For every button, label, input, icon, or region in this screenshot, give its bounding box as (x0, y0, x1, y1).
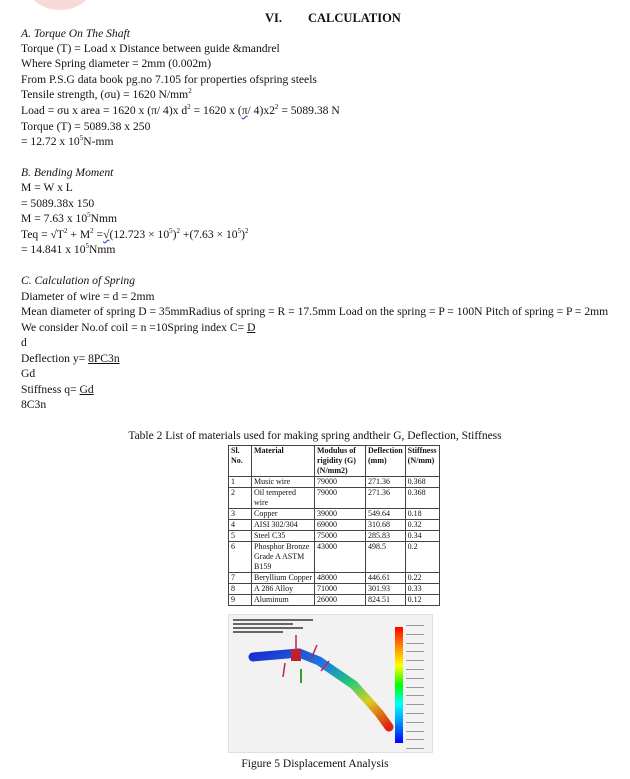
cell-material: Aluminum (252, 595, 315, 606)
cell-deflection: 824.51 (366, 595, 406, 606)
cell-deflection: 271.36 (366, 488, 406, 509)
spring-heading: C. Calculation of Spring (21, 274, 136, 287)
table-row (229, 573, 440, 584)
torque-line-5: Load = σu x area = 1620 x (π/ 4)x $d^2 = 1620$ x (π/ $4)x2^2 = 5089.38$ N (21, 103, 340, 117)
bending-line-3: M = 7.63 x $10^5Nmm$ (21, 211, 118, 225)
cell-deflection: 310.68 (366, 520, 406, 531)
cell-slno: 7 (229, 573, 252, 584)
cell-modulus: 75000 (315, 531, 366, 542)
force-arrow-4 (283, 663, 285, 677)
legend-ticks (406, 625, 428, 745)
torque-heading: A. Torque On The Shaft (21, 27, 130, 40)
col-header-slno: Sl. No. (229, 446, 252, 477)
cell-deflection: 285.83 (366, 531, 406, 542)
cell-modulus: 79000 (315, 488, 366, 509)
cell-modulus: 79000 (315, 477, 366, 488)
torque-line-2: Where Spring diameter = 2mm (0.002m) (21, 57, 212, 70)
section-number: VI. (265, 11, 283, 25)
cell-stiffness: 0.368 (405, 488, 439, 509)
cell-material: AISI 302/304 (252, 520, 315, 531)
cell-stiffness: 0.12 (405, 595, 439, 606)
color-legend (395, 627, 403, 743)
load-block (291, 649, 301, 661)
table-row (229, 509, 440, 520)
cell-modulus: 48000 (315, 573, 366, 584)
cell-slno: 1 (229, 477, 252, 488)
bending-line-2: = 5089.38x 150 (21, 197, 95, 210)
table-row (229, 477, 440, 488)
cell-material: Phosphor Bronze Grade A ASTM B159 (252, 542, 315, 573)
table-row (229, 488, 440, 509)
torque-line-6: Torque (T) = 5089.38 x 250 (21, 120, 151, 133)
cell-stiffness: 0.33 (405, 584, 439, 595)
spring-line-2: Mean diameter of spring D = 35mmRadius of spring = R = 17.5mm Load on the spring = P = 100N Pitch of spring = P = 2mm (21, 305, 609, 318)
cell-modulus: 71000 (315, 584, 366, 595)
cell-material: Music wire (252, 477, 315, 488)
cell-stiffness: 0.34 (405, 531, 439, 542)
shaft-shape (253, 653, 389, 727)
cell-stiffness: 0.32 (405, 520, 439, 531)
cell-slno: 2 (229, 488, 252, 509)
cell-material: Copper (252, 509, 315, 520)
cell-modulus: 39000 (315, 509, 366, 520)
cell-slno: 3 (229, 509, 252, 520)
table-header-row (229, 446, 440, 477)
cell-modulus: 43000 (315, 542, 366, 573)
displacement-figure (228, 614, 433, 753)
cell-material: Oil tempered wire (252, 488, 315, 509)
bending-line-4: Teq = $√T^2 + M^2 =√(12.723 \times 10^5)^2 +(7.63 \times 10^5)^2$ (21, 227, 249, 241)
cell-slno: 4 (229, 520, 252, 531)
spring-line-3: We consider No.of coil = n =10Spring index C= D (21, 321, 256, 334)
cell-material: Beryllium Copper (252, 573, 315, 584)
table-row (229, 595, 440, 606)
bending-heading: B. Bending Moment (21, 166, 114, 179)
cell-slno: 8 (229, 584, 252, 595)
table-caption: Table 2 List of materials used for making spring andtheir G, Deflection, Stiffness (128, 430, 502, 442)
figure-caption: Figure 5 Displacement Analysis (241, 758, 389, 770)
col-header-stiffness: Stiffness (N/mm) (405, 446, 439, 477)
table-row (229, 584, 440, 595)
cell-stiffness: 0.2 (405, 542, 439, 573)
cell-deflection: 549.64 (366, 509, 406, 520)
spring-line-5: Deflection y= 8PC3n (21, 352, 120, 365)
spring-line-1: Diameter of wire = d = 2mm (21, 290, 155, 303)
col-header-modulus: Modulus of rigidity (G) (N/mm2) (315, 446, 366, 477)
cell-stiffness: 0.368 (405, 477, 439, 488)
cell-slno: 6 (229, 542, 252, 573)
cell-deflection: 301.93 (366, 584, 406, 595)
bending-line-5: = 14.841 x $10^5Nmm$ (21, 242, 116, 256)
section-title: CALCULATION (308, 11, 401, 25)
spring-line-4: d (21, 336, 27, 349)
spring-line-7: Stiffness q= Gd (21, 383, 94, 396)
cell-stiffness: 0.22 (405, 573, 439, 584)
table-row (229, 531, 440, 542)
table-row (229, 520, 440, 531)
torque-line-4: Tensile strength, (σu) = 1620 $N/mm^2$ (21, 87, 192, 101)
spring-line-8: 8C3n (21, 398, 47, 411)
cell-stiffness: 0.18 (405, 509, 439, 520)
bending-line-1: M = W x L (21, 181, 73, 194)
spring-line-6: Gd (21, 367, 36, 380)
cell-modulus: 69000 (315, 520, 366, 531)
col-header-deflection: Deflection (mm) (366, 446, 406, 477)
col-header-material: Material (252, 446, 315, 477)
materials-table (228, 445, 440, 606)
cell-deflection: 271.36 (366, 477, 406, 488)
torque-line-7: = 12.72 x $10^5N-mm$ (21, 134, 114, 148)
cell-material: Steel C35 (252, 531, 315, 542)
cell-deflection: 446.61 (366, 573, 406, 584)
cell-modulus: 26000 (315, 595, 366, 606)
torque-line-3: From P.S.G data book pg.no 7.105 for properties ofspring steels (21, 73, 317, 86)
torque-line-1: Torque (T) = Load x Distance between guide &mandrel (21, 42, 280, 55)
cell-deflection: 498.5 (366, 542, 406, 573)
corner-decoration (30, 0, 90, 10)
table-row (229, 542, 440, 573)
cell-slno: 9 (229, 595, 252, 606)
cell-slno: 5 (229, 531, 252, 542)
cell-material: A 286 Alloy (252, 584, 315, 595)
